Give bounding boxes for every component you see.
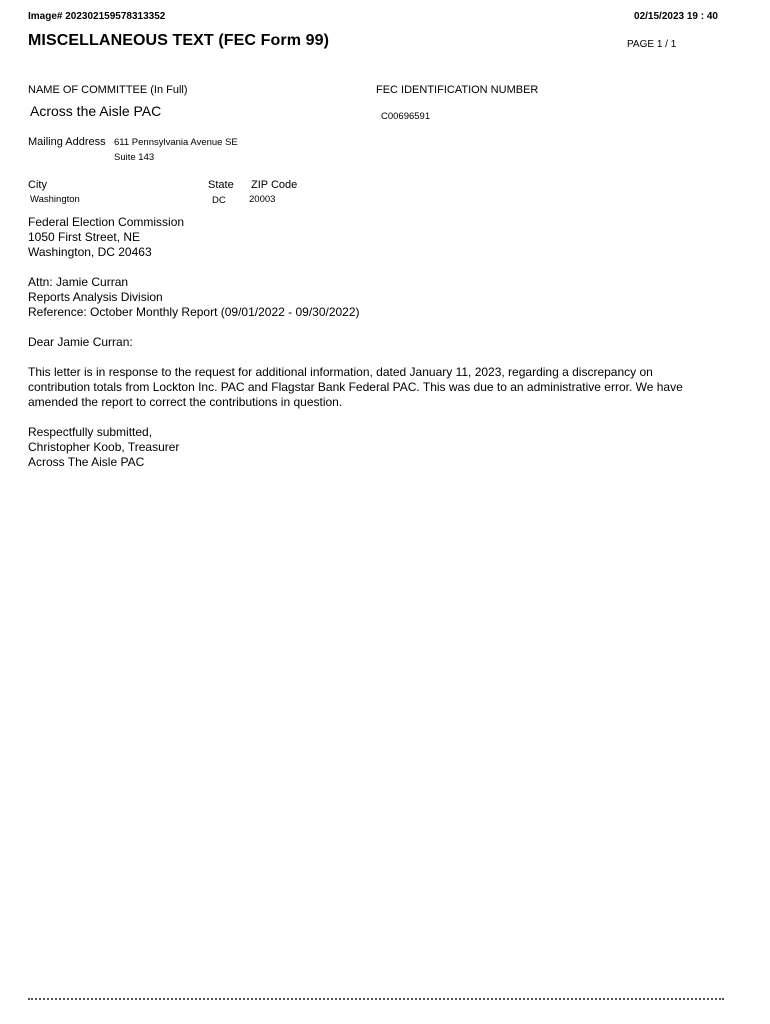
reference-line: Reference: October Monthly Report (09/01/2022 - 09/30/2022) — [28, 305, 360, 319]
form-title: MISCELLANEOUS TEXT (FEC Form 99) — [28, 32, 329, 49]
organization-line: Across The Aisle PAC — [28, 455, 145, 469]
committee-name-label: NAME OF COMMITTEE (In Full) — [28, 84, 188, 96]
fec-id-value: C00696591 — [381, 111, 431, 122]
salutation: Dear Jamie Curran: — [28, 335, 133, 349]
letter-paragraph: This letter is in response to the request for additional information, dated January 11, 2023, regarding a discrepancy on contribution totals from Lockton Inc. PAC and Flagstar Bank Federal PAC. This was due to an administrative error. We have amended the report to correct the contributions in question. — [28, 365, 683, 409]
recipient-line: 1050 First Street, NE — [28, 230, 141, 244]
address-line1: 611 Pennsylvania Avenue SE — [114, 137, 238, 148]
state-value: DC — [212, 195, 226, 206]
mailing-address-label: Mailing Address — [28, 136, 106, 148]
fec-id-label: FEC IDENTIFICATION NUMBER — [376, 84, 539, 96]
page-number: PAGE 1 / 1 — [627, 39, 677, 50]
image-id: Image# 202302159578313352 — [28, 11, 166, 22]
closing-block — [28, 425, 708, 470]
state-label: State — [208, 179, 234, 191]
committee-name: Across the Aisle PAC — [30, 103, 162, 119]
city-label: City — [28, 179, 47, 191]
recipient-line: Federal Election Commission — [28, 215, 185, 229]
attn-line: Reports Analysis Division — [28, 290, 163, 304]
recipient-line: Washington, DC 20463 — [28, 245, 152, 259]
timestamp: 02/15/2023 19 : 40 — [634, 11, 718, 22]
signer-line: Christopher Koob, Treasurer — [28, 440, 180, 454]
address-line2: Suite 143 — [114, 152, 155, 163]
bottom-dotted-rule — [28, 998, 724, 1000]
zip-label: ZIP Code — [251, 179, 298, 191]
letter-body — [28, 215, 708, 470]
zip-value: 20003 — [249, 194, 276, 205]
closing-line: Respectfully submitted, — [28, 425, 153, 439]
attn-line: Attn: Jamie Curran — [28, 275, 129, 289]
city-value: Washington — [30, 194, 80, 205]
attention-block — [28, 275, 708, 320]
recipient-address — [28, 215, 708, 260]
